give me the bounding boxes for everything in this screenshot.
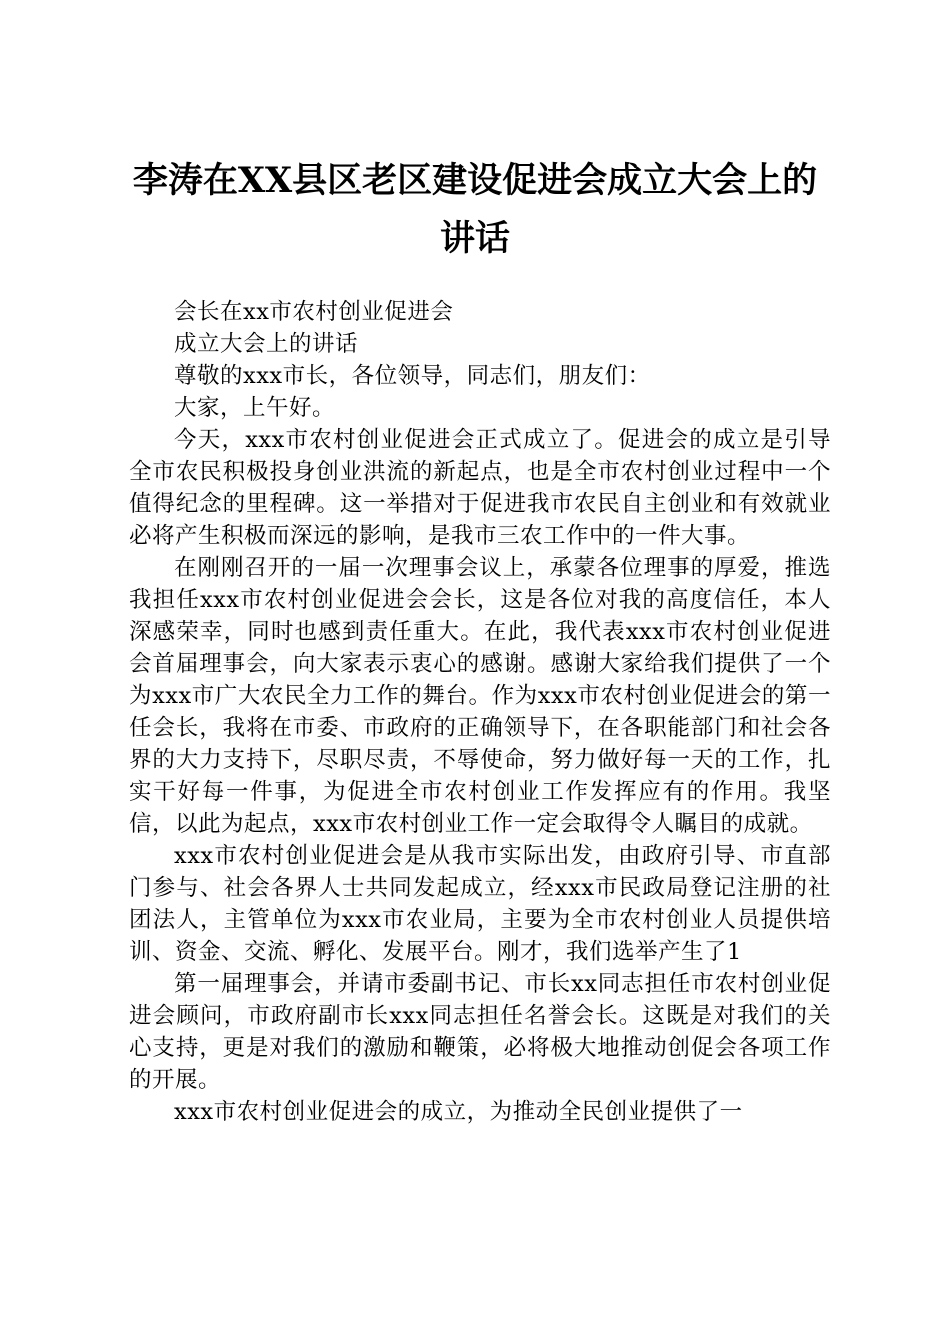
paragraph-greeting: 大家，上午好。 (174, 395, 336, 421)
paragraph: xxx市农村创业促进会是从我市实际出发，由政府引导、市直部门参与、社会各界人士共同发起成立，经xxx市民政局登记注册的社团法人，主管单位为xxx市农业局，主要为全市农村创业人员提供培训、资金、交流、孵化、发展平台。刚才，我们选举产生了1 (129, 843, 831, 965)
paragraph: 第一届理事会，并请市委副书记、市长xx同志担任市农村创业促进会顾问，市政府副市长xxx同志担任名誉会长。这既是对我们的关心支持，更是对我们的激励和鞭策，必将极大地推动创促会各项工作的开展。 (129, 971, 831, 1093)
paragraph: 在刚刚召开的一届一次理事会议上，承蒙各位理事的厚爱，推选我担任xxx市农村创业促进会会长，这是各位对我的高度信任，本人深感荣幸，同时也感到责任重大。在此，我代表xxx市农村创业促进会首届理事会，向大家表示衷心的感谢。感谢大家给我们提供了一个为xxx市广大农民全力工作的舞台。作为xxx市农村创业促进会的第一任会长，我将在市委、市政府的正确领导下，在各职能部门和社会各界的大力支持下，尽职尽责，不辱使命，努力做好每一天的工作，扎实干好每一件事，为促进全市农村创业工作发挥应有的作用。我坚信，以此为起点，xxx市农村创业工作一定会取得令人瞩目的成就。 (129, 555, 831, 837)
document-title: 李涛在XX县区老区建设促进会成立大会上的讲话 (132, 160, 818, 259)
paragraph: 今天，xxx市农村创业促进会正式成立了。促进会的成立是引导全市农民积极投身创业洪流的新起点，也是全市农村创业过程中一个值得纪念的里程碑。这一举措对于促进我市农民自主创业和有效就业必将产生积极而深远的影响，是我市三农工作中的一件大事。 (129, 427, 831, 549)
paragraph: xxx市农村创业促进会的成立，为推动全民创业提供了一 (174, 1099, 743, 1125)
paragraph-heading-line-1: 会长在xx市农村创业促进会 (174, 299, 454, 325)
document-body (129, 296, 831, 1128)
paragraph-heading-line-2: 成立大会上的讲话 (174, 331, 359, 357)
paragraph-salutation: 尊敬的xxx市长，各位领导，同志们，朋友们： (174, 363, 651, 389)
